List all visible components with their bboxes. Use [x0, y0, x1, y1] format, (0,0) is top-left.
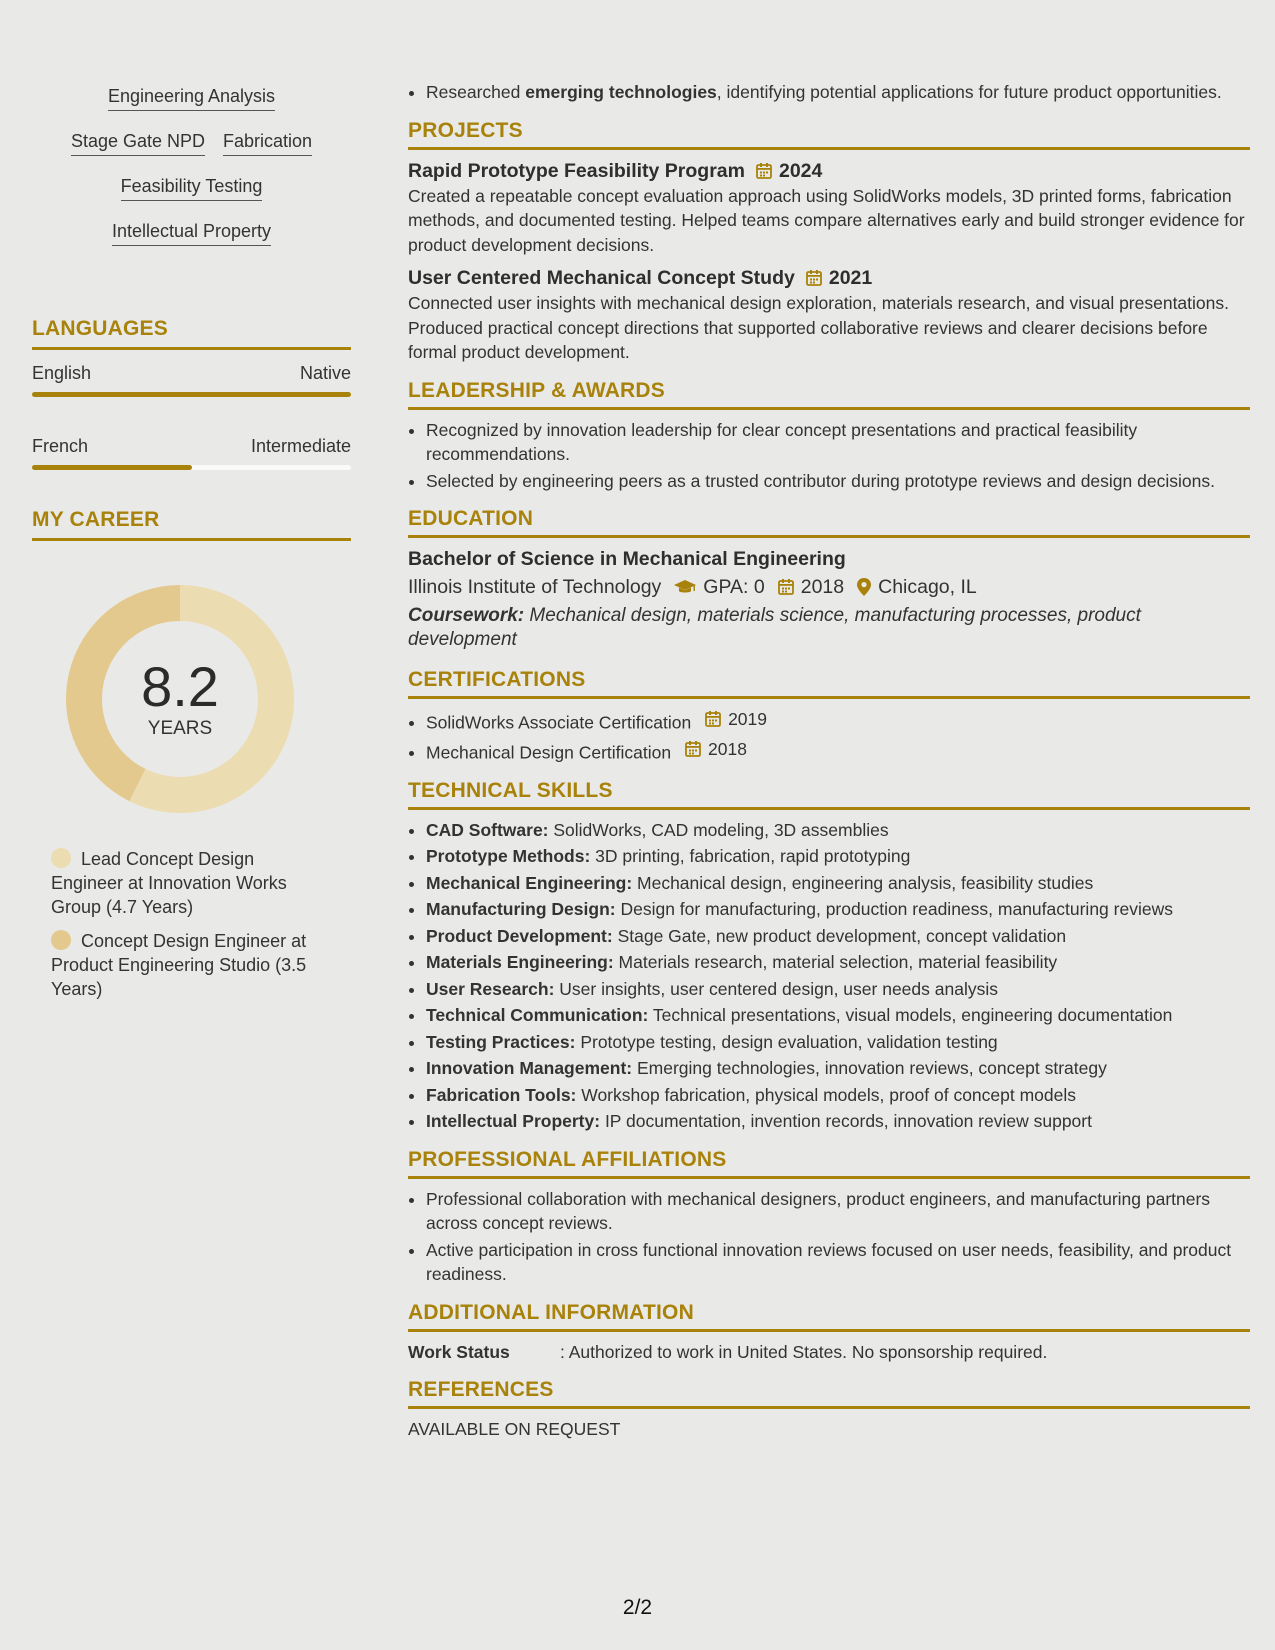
project-year: 2021: [828, 267, 873, 289]
skill-label: Mechanical Engineering:: [426, 872, 633, 893]
projects-heading: PROJECTS: [408, 119, 1250, 150]
skill-value: Emerging technologies, innovation reviews, concept strategy: [632, 1058, 1107, 1078]
leadership-item: • Recognized by innovation leadership for clear concept presentations and practical feasibility recommendations.: [426, 418, 1250, 467]
certification-date: [704, 707, 767, 732]
skill-value: Workshop fabrication, physical models, proof of concept models: [576, 1084, 1077, 1105]
language-bar-fill: [32, 465, 192, 470]
skill-item: [426, 844, 1250, 869]
skill-item: [426, 1030, 1250, 1055]
tag-row: [71, 130, 312, 175]
skill-tag: Feasibility Testing: [121, 175, 263, 201]
certification-name: SolidWorks Associate Certification: [426, 712, 692, 733]
skill-label: Materials Engineering:: [426, 952, 614, 972]
skill-value: 3D printing, fabrication, rapid prototyping: [590, 846, 911, 866]
project-description: Created a repeatable concept evaluation approach using SolidWorks models, 3D printed forms, fabrication methods, and documented testing. Helped teams compare alternatives early and build stronger evidence for product development decisions.: [408, 185, 1245, 255]
project-description: Connected user insights with mechanical design exploration, materials research, and visual presentations. Produced practical concept directions that supported collaborative reviews and clearer decisions before formal product development.: [408, 293, 1229, 362]
bullet-text: , identifying potential applications for future product opportunities.: [716, 82, 1222, 102]
tag-row: [108, 85, 275, 130]
tag-row: [121, 175, 263, 220]
work-status-label: Work Status: [408, 1341, 510, 1362]
additional-info-heading: ADDITIONAL INFORMATION: [408, 1301, 1250, 1332]
education-degree: Bachelor of Science in Mechanical Engineering: [408, 548, 846, 570]
coursework-label: Coursework:: [408, 605, 525, 626]
tag-row: [112, 220, 271, 265]
language-name: English: [32, 363, 92, 383]
education-gpa: GPA: 0: [703, 576, 765, 598]
calendar-icon: [704, 710, 722, 728]
certifications-heading: CERTIFICATIONS: [408, 668, 1250, 699]
project-date: [755, 158, 822, 184]
technical-skills-heading: TECHNICAL SKILLS: [408, 779, 1250, 810]
skill-tag: Fabrication: [223, 130, 312, 156]
skill-value: SolidWorks, CAD modeling, 3D assemblies: [548, 819, 889, 840]
project-header: [408, 265, 1250, 291]
career-item: [51, 929, 331, 1001]
language-bar: [32, 465, 351, 470]
skill-tag: Stage Gate NPD: [71, 130, 205, 156]
references-text: AVAILABLE ON REQUEST: [408, 1418, 621, 1439]
skill-value: Stage Gate, new product development, concept validation: [612, 925, 1067, 946]
certifications-list: [408, 707, 1250, 765]
graduation-cap-icon: [673, 578, 697, 596]
skill-label: Technical Communication:: [426, 1005, 649, 1025]
page-number: 2/2: [622, 1596, 653, 1619]
skill-label: Product Development:: [426, 925, 613, 946]
language-item: [32, 435, 351, 470]
language-row: [32, 362, 351, 384]
work-status-row: [408, 1340, 1250, 1364]
skill-value: IP documentation, invention records, innovation review support: [600, 1111, 1092, 1131]
certification-year: 2018: [708, 738, 747, 759]
career-item-text: Lead Concept Design Engineer at Innovation Works Group (4.7 Years): [51, 849, 287, 917]
donut-center: [66, 585, 294, 813]
skill-item: [426, 977, 1250, 1002]
coursework: [408, 604, 1250, 652]
language-level: Intermediate: [250, 436, 351, 456]
affiliations-list: [408, 1187, 1250, 1287]
language-row: [32, 435, 351, 457]
skill-tag: Intellectual Property: [112, 220, 271, 246]
legend-dot: [51, 930, 71, 950]
education-heading: EDUCATION: [408, 507, 1250, 538]
language-item: [32, 362, 351, 397]
language-level: Native: [299, 363, 351, 383]
coursework-text: Mechanical design, materials science, manufacturing processes, product development: [408, 605, 1141, 650]
project-item: [408, 158, 1250, 258]
project-date: [805, 265, 872, 291]
certification-year: 2019: [728, 709, 768, 729]
affiliation-item: • Active participation in cross functional innovation reviews focused on user needs, feasibility, and product readiness.: [426, 1238, 1250, 1287]
bullet-text: Researched: [426, 82, 526, 102]
career-legend: [51, 847, 331, 1001]
calendar-icon: [684, 740, 702, 758]
skill-value: Technical presentations, visual models, engineering documentation: [648, 1005, 1173, 1025]
leadership-list: [408, 418, 1250, 494]
certification-item: [426, 707, 1250, 735]
career-heading: MY CAREER: [32, 508, 351, 541]
career-unit: YEARS: [147, 718, 213, 739]
experience-bullets: [408, 80, 1250, 105]
skill-label: Innovation Management:: [426, 1058, 633, 1078]
skill-item: [426, 1083, 1250, 1108]
leadership-item: • Selected by engineering peers as a trusted contributor during prototype reviews and design decisions.: [426, 469, 1250, 494]
certification-item: [426, 737, 1250, 765]
education-year-wrap: [777, 572, 844, 602]
skill-label: Testing Practices:: [426, 1031, 576, 1052]
calendar-icon: [805, 269, 823, 287]
certification-name: Mechanical Design Certification: [426, 742, 672, 762]
skill-item: [426, 1109, 1250, 1134]
skill-label: CAD Software:: [426, 819, 549, 840]
skill-label: Manufacturing Design:: [426, 899, 616, 919]
bullet-bold-text: emerging technologies: [525, 82, 717, 102]
calendar-icon: [777, 578, 795, 596]
project-title: User Centered Mechanical Concept Study: [408, 267, 795, 289]
certification-date: [684, 737, 747, 762]
skill-value: Prototype testing, design evaluation, validation testing: [575, 1031, 998, 1052]
skill-item: [426, 897, 1250, 922]
technical-skills-list: [408, 818, 1250, 1134]
language-name: French: [32, 436, 89, 456]
skill-label: Intellectual Property:: [426, 1111, 601, 1131]
career-donut: [66, 585, 294, 813]
skill-value: User insights, user centered design, user needs analysis: [554, 978, 998, 999]
references-heading: REFERENCES: [408, 1378, 1250, 1409]
skill-item: [426, 818, 1250, 843]
bullet-item: [426, 80, 1250, 105]
languages-heading: LANGUAGES: [32, 317, 351, 350]
affiliations-heading: PROFESSIONAL AFFILIATIONS: [408, 1148, 1250, 1179]
education-year: 2018: [800, 576, 845, 598]
skill-label: Fabrication Tools:: [426, 1084, 577, 1105]
skill-label: Prototype Methods:: [426, 846, 591, 866]
location-pin-icon: [856, 577, 872, 597]
skill-value: Design for manufacturing, production readiness, manufacturing reviews: [615, 899, 1173, 919]
education-details: [408, 572, 1250, 602]
language-bar-fill: [32, 392, 351, 397]
career-total: 8.2: [141, 655, 219, 718]
project-year: 2024: [778, 159, 823, 182]
skill-item: [426, 1003, 1250, 1028]
skill-tag: Engineering Analysis: [108, 85, 275, 111]
right-column: [408, 80, 1250, 1441]
project-title: Rapid Prototype Feasibility Program: [408, 159, 745, 182]
left-column: [32, 85, 351, 1011]
education-school: Illinois Institute of Technology: [408, 576, 662, 598]
skill-label: User Research:: [426, 978, 555, 999]
calendar-icon: [755, 162, 773, 180]
education-location: Chicago, IL: [878, 576, 977, 598]
education-gpa-wrap: [673, 572, 764, 602]
career-item-text: Concept Design Engineer at Product Engineering Studio (3.5 Years): [51, 931, 307, 999]
skill-tags: [32, 85, 351, 265]
skill-value: Mechanical design, engineering analysis, feasibility studies: [632, 872, 1094, 893]
skill-item: [426, 924, 1250, 949]
skill-item: [426, 950, 1250, 975]
skill-item: [426, 1056, 1250, 1081]
career-item: [51, 847, 331, 919]
affiliation-item: • Professional collaboration with mechanical designers, product engineers, and manufacturing partners across concept reviews.: [426, 1187, 1250, 1236]
legend-dot: [51, 848, 71, 868]
project-header: [408, 158, 1250, 184]
skill-value: Materials research, material selection, material feasibility: [613, 952, 1058, 972]
work-status-value: : Authorized to work in United States. No sponsorship required.: [560, 1341, 1048, 1362]
education-location-wrap: [856, 572, 977, 602]
language-bar: [32, 392, 351, 397]
leadership-heading: LEADERSHIP & AWARDS: [408, 379, 1250, 410]
project-item: [408, 265, 1250, 365]
languages-section: [32, 317, 351, 470]
career-section: [32, 508, 351, 1001]
skill-item: [426, 871, 1250, 896]
